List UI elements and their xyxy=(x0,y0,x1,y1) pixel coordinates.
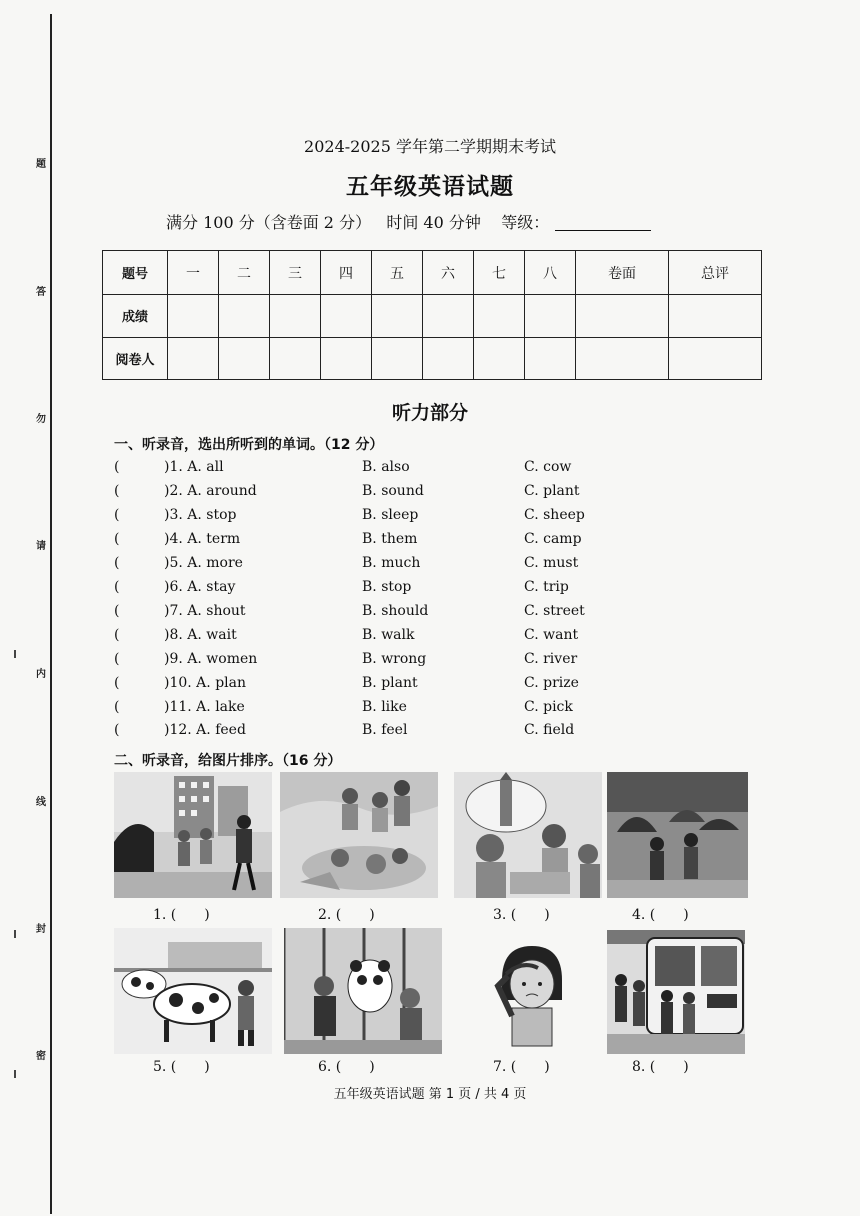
table-cell: 题号 xyxy=(103,251,168,295)
table-cell: 五 xyxy=(372,251,423,295)
option-a: )10. A. plan xyxy=(164,675,246,691)
question-row xyxy=(114,675,714,697)
score-cell[interactable] xyxy=(474,337,525,379)
picture-label[interactable]: 1. ( ) xyxy=(153,907,210,923)
option-c: C. camp xyxy=(524,531,582,547)
question-row xyxy=(114,722,714,744)
option-c: C. trip xyxy=(524,579,569,595)
seal-char: 请 xyxy=(36,541,46,552)
main-title: 五年级英语试题 xyxy=(346,174,514,200)
answer-paren[interactable]: ( xyxy=(114,603,120,619)
question-row xyxy=(114,579,714,601)
table-cell: 六 xyxy=(423,251,474,295)
option-a: )11. A. lake xyxy=(164,699,245,715)
option-b: B. should xyxy=(362,603,429,619)
picture-label[interactable]: 2. ( ) xyxy=(318,907,375,923)
option-b: B. much xyxy=(362,555,421,571)
seal-char: 答 xyxy=(36,287,46,298)
score-table-header-row xyxy=(103,251,762,295)
answer-paren[interactable]: ( xyxy=(114,722,120,738)
option-b: B. walk xyxy=(362,627,415,643)
part1-heading: 一、听录音，选出所听到的单词。（12 分） xyxy=(114,437,384,453)
option-c: C. cow xyxy=(524,459,572,475)
picture-label[interactable]: 5. ( ) xyxy=(153,1059,210,1075)
picture-label[interactable]: 7. ( ) xyxy=(493,1059,550,1075)
score-cell[interactable] xyxy=(525,295,576,337)
margin-tick xyxy=(14,650,16,658)
option-b: B. plant xyxy=(362,675,418,691)
grade-label: 等级： xyxy=(501,213,550,232)
score-table xyxy=(102,250,762,380)
score-cell[interactable] xyxy=(576,295,669,337)
part2-heading: 二、听录音，给图片排序。（16 分） xyxy=(114,753,342,769)
page-footer: 五年级英语试题 第 1 页 / 共 4 页 xyxy=(333,1087,527,1102)
answer-paren[interactable]: ( xyxy=(114,627,120,643)
table-cell: 三 xyxy=(270,251,321,295)
seal-char: 内 xyxy=(36,669,46,680)
score-cell[interactable] xyxy=(219,337,270,379)
score-cell[interactable] xyxy=(372,337,423,379)
section-title: 听力部分 xyxy=(391,402,468,424)
question-row xyxy=(114,531,714,553)
score-cell[interactable] xyxy=(474,295,525,337)
answer-paren[interactable]: ( xyxy=(114,651,120,667)
option-a: )5. A. more xyxy=(164,555,243,571)
score-cell[interactable] xyxy=(576,337,669,379)
score-cell[interactable] xyxy=(321,295,372,337)
score-cell[interactable] xyxy=(168,295,219,337)
score-cell[interactable] xyxy=(270,295,321,337)
option-c: C. prize xyxy=(524,675,579,691)
margin-tick xyxy=(14,930,16,938)
question-row xyxy=(114,483,714,505)
option-c: C. want xyxy=(524,627,579,643)
score-cell[interactable] xyxy=(423,295,474,337)
score-cell[interactable] xyxy=(372,295,423,337)
answer-paren[interactable]: ( xyxy=(114,531,120,547)
option-b: B. also xyxy=(362,459,410,475)
seal-char: 线 xyxy=(36,797,46,808)
table-cell: 卷面 xyxy=(576,251,669,295)
question-row xyxy=(114,507,714,529)
question-row xyxy=(114,699,714,721)
option-c: C. field xyxy=(524,722,575,738)
option-b: B. sleep xyxy=(362,507,419,523)
table-cell: 二 xyxy=(219,251,270,295)
score-table-row xyxy=(103,337,762,379)
option-c: C. must xyxy=(524,555,579,571)
question-row xyxy=(114,651,714,673)
picture-label[interactable]: 3. ( ) xyxy=(493,907,550,923)
picture-label[interactable]: 8. ( ) xyxy=(632,1059,689,1075)
picture-3 xyxy=(454,772,612,898)
option-c: C. sheep xyxy=(524,507,585,523)
option-a: )7. A. shout xyxy=(164,603,246,619)
answer-paren[interactable]: ( xyxy=(114,483,120,499)
option-c: C. plant xyxy=(524,483,580,499)
option-a: )8. A. wait xyxy=(164,627,237,643)
answer-paren[interactable]: ( xyxy=(114,507,120,523)
question-row xyxy=(114,555,714,577)
answer-paren[interactable]: ( xyxy=(114,555,120,571)
table-row-label: 成绩 xyxy=(103,295,168,337)
question-row xyxy=(114,459,714,481)
option-a: )2. A. around xyxy=(164,483,257,499)
option-b: B. stop xyxy=(362,579,412,595)
picture-label[interactable]: 6. ( ) xyxy=(318,1059,375,1075)
table-cell: 四 xyxy=(321,251,372,295)
option-a: )3. A. stop xyxy=(164,507,237,523)
exam-time: 时间 40 分钟 xyxy=(386,213,481,232)
score-cell[interactable] xyxy=(270,337,321,379)
score-cell[interactable] xyxy=(168,337,219,379)
table-row-label: 阅卷人 xyxy=(103,337,168,379)
answer-paren[interactable]: ( xyxy=(114,579,120,595)
option-b: B. them xyxy=(362,531,418,547)
seal-char: 封 xyxy=(36,924,46,935)
option-b: B. like xyxy=(362,699,407,715)
answer-paren[interactable]: ( xyxy=(114,699,120,715)
option-a: )9. A. women xyxy=(164,651,258,667)
grade-blank[interactable] xyxy=(555,216,651,231)
score-cell[interactable] xyxy=(423,337,474,379)
seal-char: 密 xyxy=(36,1051,46,1062)
picture-1 xyxy=(114,772,272,898)
question-row xyxy=(114,627,714,649)
table-cell: 总评 xyxy=(669,251,762,295)
seal-char: 题 xyxy=(36,159,46,170)
margin-tick xyxy=(14,1070,16,1078)
table-cell: 七 xyxy=(474,251,525,295)
option-a: )12. A. feed xyxy=(164,722,246,738)
picture-5 xyxy=(114,928,272,1054)
question-row xyxy=(114,603,714,625)
score-cell[interactable] xyxy=(219,295,270,337)
table-cell: 一 xyxy=(168,251,219,295)
picture-8 xyxy=(607,930,745,1054)
option-a: )4. A. term xyxy=(164,531,241,547)
option-a: )6. A. stay xyxy=(164,579,236,595)
score-cell[interactable] xyxy=(669,295,762,337)
picture-6 xyxy=(284,928,442,1054)
score-cell[interactable] xyxy=(321,337,372,379)
option-b: B. wrong xyxy=(362,651,427,667)
option-c: C. river xyxy=(524,651,578,667)
option-b: B. sound xyxy=(362,483,424,499)
score-cell[interactable] xyxy=(669,337,762,379)
score-cell[interactable] xyxy=(525,337,576,379)
option-c: C. pick xyxy=(524,699,573,715)
picture-4 xyxy=(607,772,748,898)
table-cell: 八 xyxy=(525,251,576,295)
score-table-row xyxy=(103,295,762,337)
exam-info-line xyxy=(166,210,651,233)
picture-label[interactable]: 4. ( ) xyxy=(632,907,689,923)
option-b: B. feel xyxy=(362,722,408,738)
answer-paren[interactable]: ( xyxy=(114,675,120,691)
option-a: )1. A. all xyxy=(164,459,224,475)
exam-title: 2024-2025 学年第二学期期末考试 xyxy=(304,137,556,156)
seal-char: 勿 xyxy=(36,414,46,425)
picture-2 xyxy=(280,772,438,898)
option-c: C. street xyxy=(524,603,585,619)
full-marks: 满分 100 分（含卷面 2 分） xyxy=(166,213,372,232)
picture-7 xyxy=(482,940,582,1050)
answer-paren[interactable]: ( xyxy=(114,459,120,475)
